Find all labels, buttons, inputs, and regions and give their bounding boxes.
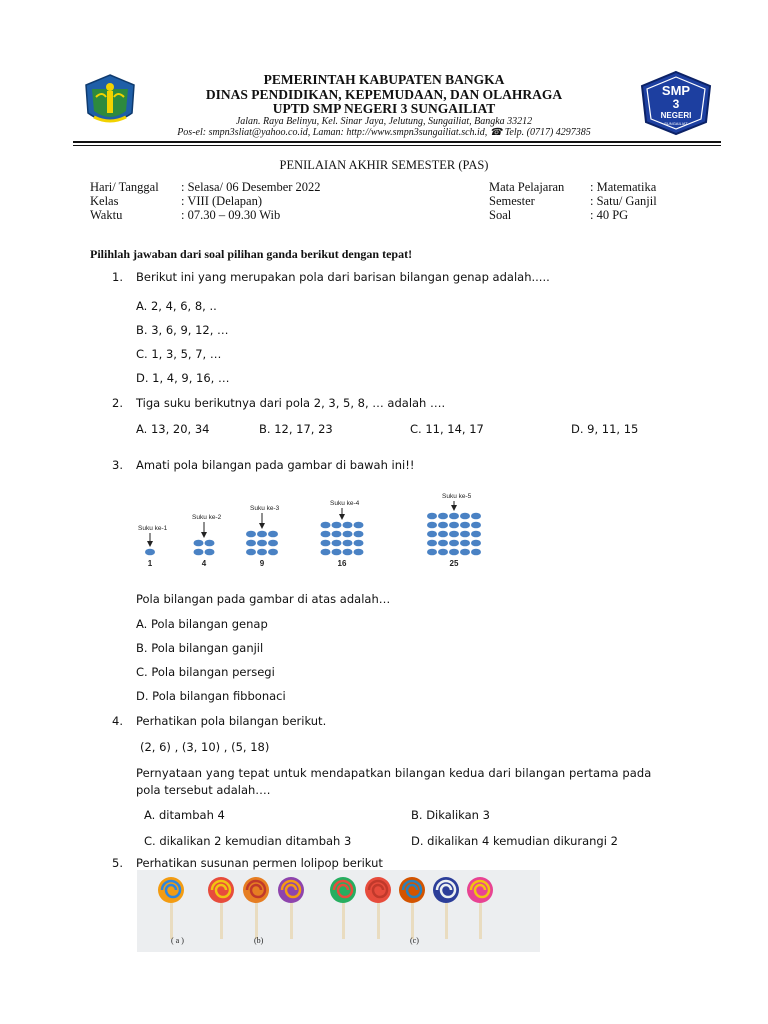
pattern-dot — [321, 540, 331, 547]
header-divider-thin — [73, 145, 721, 146]
q2-text: Tiga suku berikutnya dari pola 2, 3, 5, 8, … adalah …. — [136, 396, 446, 410]
pattern-dot — [471, 531, 481, 538]
q3-number: 3. — [112, 458, 123, 472]
q4-text: Perhatikan pola bilangan berikut. — [136, 714, 327, 728]
q3-option-a: A. Pola bilangan genap — [136, 617, 268, 631]
pattern-dot — [268, 531, 278, 538]
badge-line2: 3 — [672, 97, 680, 111]
figure-label-a: ( a ) — [171, 936, 184, 945]
pattern-dot — [354, 540, 364, 547]
q3-option-d: D. Pola bilangan fibbonaci — [136, 689, 286, 703]
pattern-dot — [449, 513, 459, 520]
pattern-dot — [438, 540, 448, 547]
pattern-dot — [471, 549, 481, 556]
info-value-time: : 07.30 – 09.30 Wib — [181, 208, 281, 222]
pattern-count: 25 — [449, 559, 459, 568]
q5-lollipop-figure — [137, 870, 540, 952]
q1-option-a: A. 2, 4, 6, 8, .. — [136, 299, 217, 313]
exam-title: PENILAIAN AKHIR SEMESTER (PAS) — [279, 158, 489, 172]
pattern-dot — [194, 549, 204, 556]
pattern-dot — [427, 513, 437, 520]
suku-label: Suku ke-3 — [250, 505, 280, 512]
pattern-dot — [449, 522, 459, 529]
pattern-dot — [438, 513, 448, 520]
badge-line3: NEGERI — [660, 111, 692, 120]
pattern-dot — [332, 549, 342, 556]
lollipop-icon — [433, 877, 459, 939]
pattern-dot — [246, 549, 256, 556]
pattern-dot — [246, 540, 256, 547]
pattern-dot — [460, 549, 470, 556]
q1-option-d: D. 1, 4, 9, 16, … — [136, 371, 230, 385]
lollipop-icon — [208, 877, 234, 939]
suku-label: Suku ke-2 — [192, 514, 222, 521]
pattern-dot — [354, 531, 364, 538]
pattern-dot — [427, 540, 437, 547]
pattern-dot — [343, 522, 353, 529]
pattern-dot — [343, 531, 353, 538]
q5-number: 5. — [112, 856, 123, 870]
q4-option-a: A. ditambah 4 — [144, 808, 225, 822]
pattern-count: 16 — [337, 559, 347, 568]
pattern-dot — [427, 531, 437, 538]
pattern-dot — [449, 540, 459, 547]
lollipop-icon — [365, 877, 391, 939]
pattern-dot — [332, 540, 342, 547]
info-label-questions: Soal — [489, 208, 512, 222]
q3-option-b: B. Pola bilangan ganjil — [136, 641, 264, 655]
pattern-dot — [438, 549, 448, 556]
lollipop-icon — [330, 877, 356, 939]
pattern-count: 1 — [147, 559, 153, 568]
pattern-dot — [321, 549, 331, 556]
header-divider-thick — [73, 141, 721, 143]
instruction: Pilihlah jawaban dari soal pilihan ganda berikut dengan tepat! — [90, 247, 413, 261]
q3-text: Amati pola bilangan pada gambar di bawah ini!! — [136, 458, 415, 472]
q2-option-c: C. 11, 14, 17 — [410, 422, 484, 436]
badge-line4: SUNGAILIAT — [664, 121, 688, 126]
pattern-dot — [449, 531, 459, 538]
info-label-subject: Mata Pelajaran — [489, 180, 565, 194]
lollipop-icon — [399, 877, 425, 939]
pattern-dot — [471, 522, 481, 529]
pattern-dot — [332, 531, 342, 538]
pattern-dot — [343, 540, 353, 547]
pattern-dot — [332, 522, 342, 529]
lollipop-icon — [467, 877, 493, 939]
pattern-dot — [343, 549, 353, 556]
pattern-dot — [460, 540, 470, 547]
pattern-dot — [205, 549, 215, 556]
pattern-dot — [268, 549, 278, 556]
q2-option-b: B. 12, 17, 23 — [259, 422, 333, 436]
pattern-dot — [449, 549, 459, 556]
info-value-questions: : 40 PG — [590, 208, 629, 222]
pattern-dot — [257, 540, 267, 547]
lollipop-icon — [278, 877, 304, 939]
header-address: Jalan. Raya Belinyu, Kel. Sinar Jaya, Jelutung, Sungailiat, Bangka 33212 — [235, 116, 533, 127]
pattern-count: 4 — [201, 559, 207, 568]
pattern-dot — [145, 549, 155, 556]
header-line3: UPTD SMP NEGERI 3 SUNGAILIAT — [272, 101, 496, 116]
q3-prompt: Pola bilangan pada gambar di atas adalah… — [136, 592, 391, 606]
q1-number: 1. — [112, 270, 123, 284]
info-value-day: : Selasa/ 06 Desember 2022 — [181, 180, 321, 194]
pattern-dot — [354, 522, 364, 529]
pattern-dot — [246, 531, 256, 538]
pattern-dot — [321, 531, 331, 538]
info-label-class: Kelas — [90, 194, 119, 208]
figure-label-b: (b) — [254, 936, 264, 945]
q4-statement-line1: Pernyataan yang tepat untuk mendapatkan bilangan kedua dari bilangan pertama pada — [136, 766, 652, 780]
dot-pattern-figure — [120, 486, 500, 572]
pattern-dot — [438, 531, 448, 538]
q1-option-c: C. 1, 3, 5, 7, … — [136, 347, 222, 361]
pattern-dot — [257, 549, 267, 556]
pattern-count: 9 — [259, 559, 265, 568]
pattern-dot — [471, 513, 481, 520]
pattern-dot — [460, 531, 470, 538]
pattern-dot — [427, 549, 437, 556]
header-line2: DINAS PENDIDIKAN, KEPEMUDAAN, DAN OLAHRAGA — [205, 87, 563, 102]
q2-number: 2. — [112, 396, 123, 410]
info-label-day: Hari/ Tanggal — [90, 180, 159, 194]
header-line1: PEMERINTAH KABUPATEN BANGKA — [263, 72, 505, 87]
q4-number: 4. — [112, 714, 123, 728]
info-value-semester: : Satu/ Ganjil — [590, 194, 657, 208]
q4-pairs: (2, 6) , (3, 10) , (5, 18) — [140, 740, 270, 754]
pattern-dot — [205, 540, 215, 547]
header-contact: Pos-el: smpn3sliat@yahoo.co.id, Laman: http://www.smpn3sungailiat.sch.id, ☎ Telp. (0717) 4297385 — [177, 127, 591, 138]
pattern-dot — [460, 522, 470, 529]
q4-statement-line2: pola tersebut adalah…. — [136, 783, 271, 797]
pattern-dot — [194, 540, 204, 547]
q4-option-b: B. Dikalikan 3 — [411, 808, 490, 822]
lollipop-icon — [158, 877, 184, 939]
pattern-dot — [268, 540, 278, 547]
pattern-dot — [427, 522, 437, 529]
pattern-dot — [438, 522, 448, 529]
pattern-dot — [257, 531, 267, 538]
suku-label: Suku ke-4 — [330, 500, 360, 507]
q3-option-c: C. Pola bilangan persegi — [136, 665, 275, 679]
pattern-dot — [354, 549, 364, 556]
pattern-dot — [471, 540, 481, 547]
q4-option-d: D. dikalikan 4 kemudian dikurangi 2 — [411, 834, 618, 848]
q1-text: Berikut ini yang merupakan pola dari barisan bilangan genap adalah..... — [136, 270, 550, 284]
q2-option-d: D. 9, 11, 15 — [571, 422, 639, 436]
q3-figure — [120, 486, 500, 572]
q5-text: Perhatikan susunan permen lolipop berikut — [136, 856, 383, 870]
lollipop-figure — [137, 870, 540, 952]
pattern-dot — [321, 522, 331, 529]
lollipop-icon — [243, 877, 269, 939]
info-label-semester: Semester — [489, 194, 535, 208]
q2-option-a: A. 13, 20, 34 — [136, 422, 210, 436]
info-label-time: Waktu — [90, 208, 123, 222]
pattern-dot — [460, 513, 470, 520]
suku-label: Suku ke-1 — [138, 525, 168, 532]
info-value-class: : VIII (Delapan) — [181, 194, 262, 208]
q4-option-c: C. dikalikan 2 kemudian ditambah 3 — [144, 834, 352, 848]
info-value-subject: : Matematika — [590, 180, 657, 194]
badge-line1: SMP — [661, 83, 691, 98]
figure-label-c: (c) — [410, 936, 419, 945]
q1-option-b: B. 3, 6, 9, 12, … — [136, 323, 229, 337]
suku-label: Suku ke-5 — [442, 493, 472, 500]
